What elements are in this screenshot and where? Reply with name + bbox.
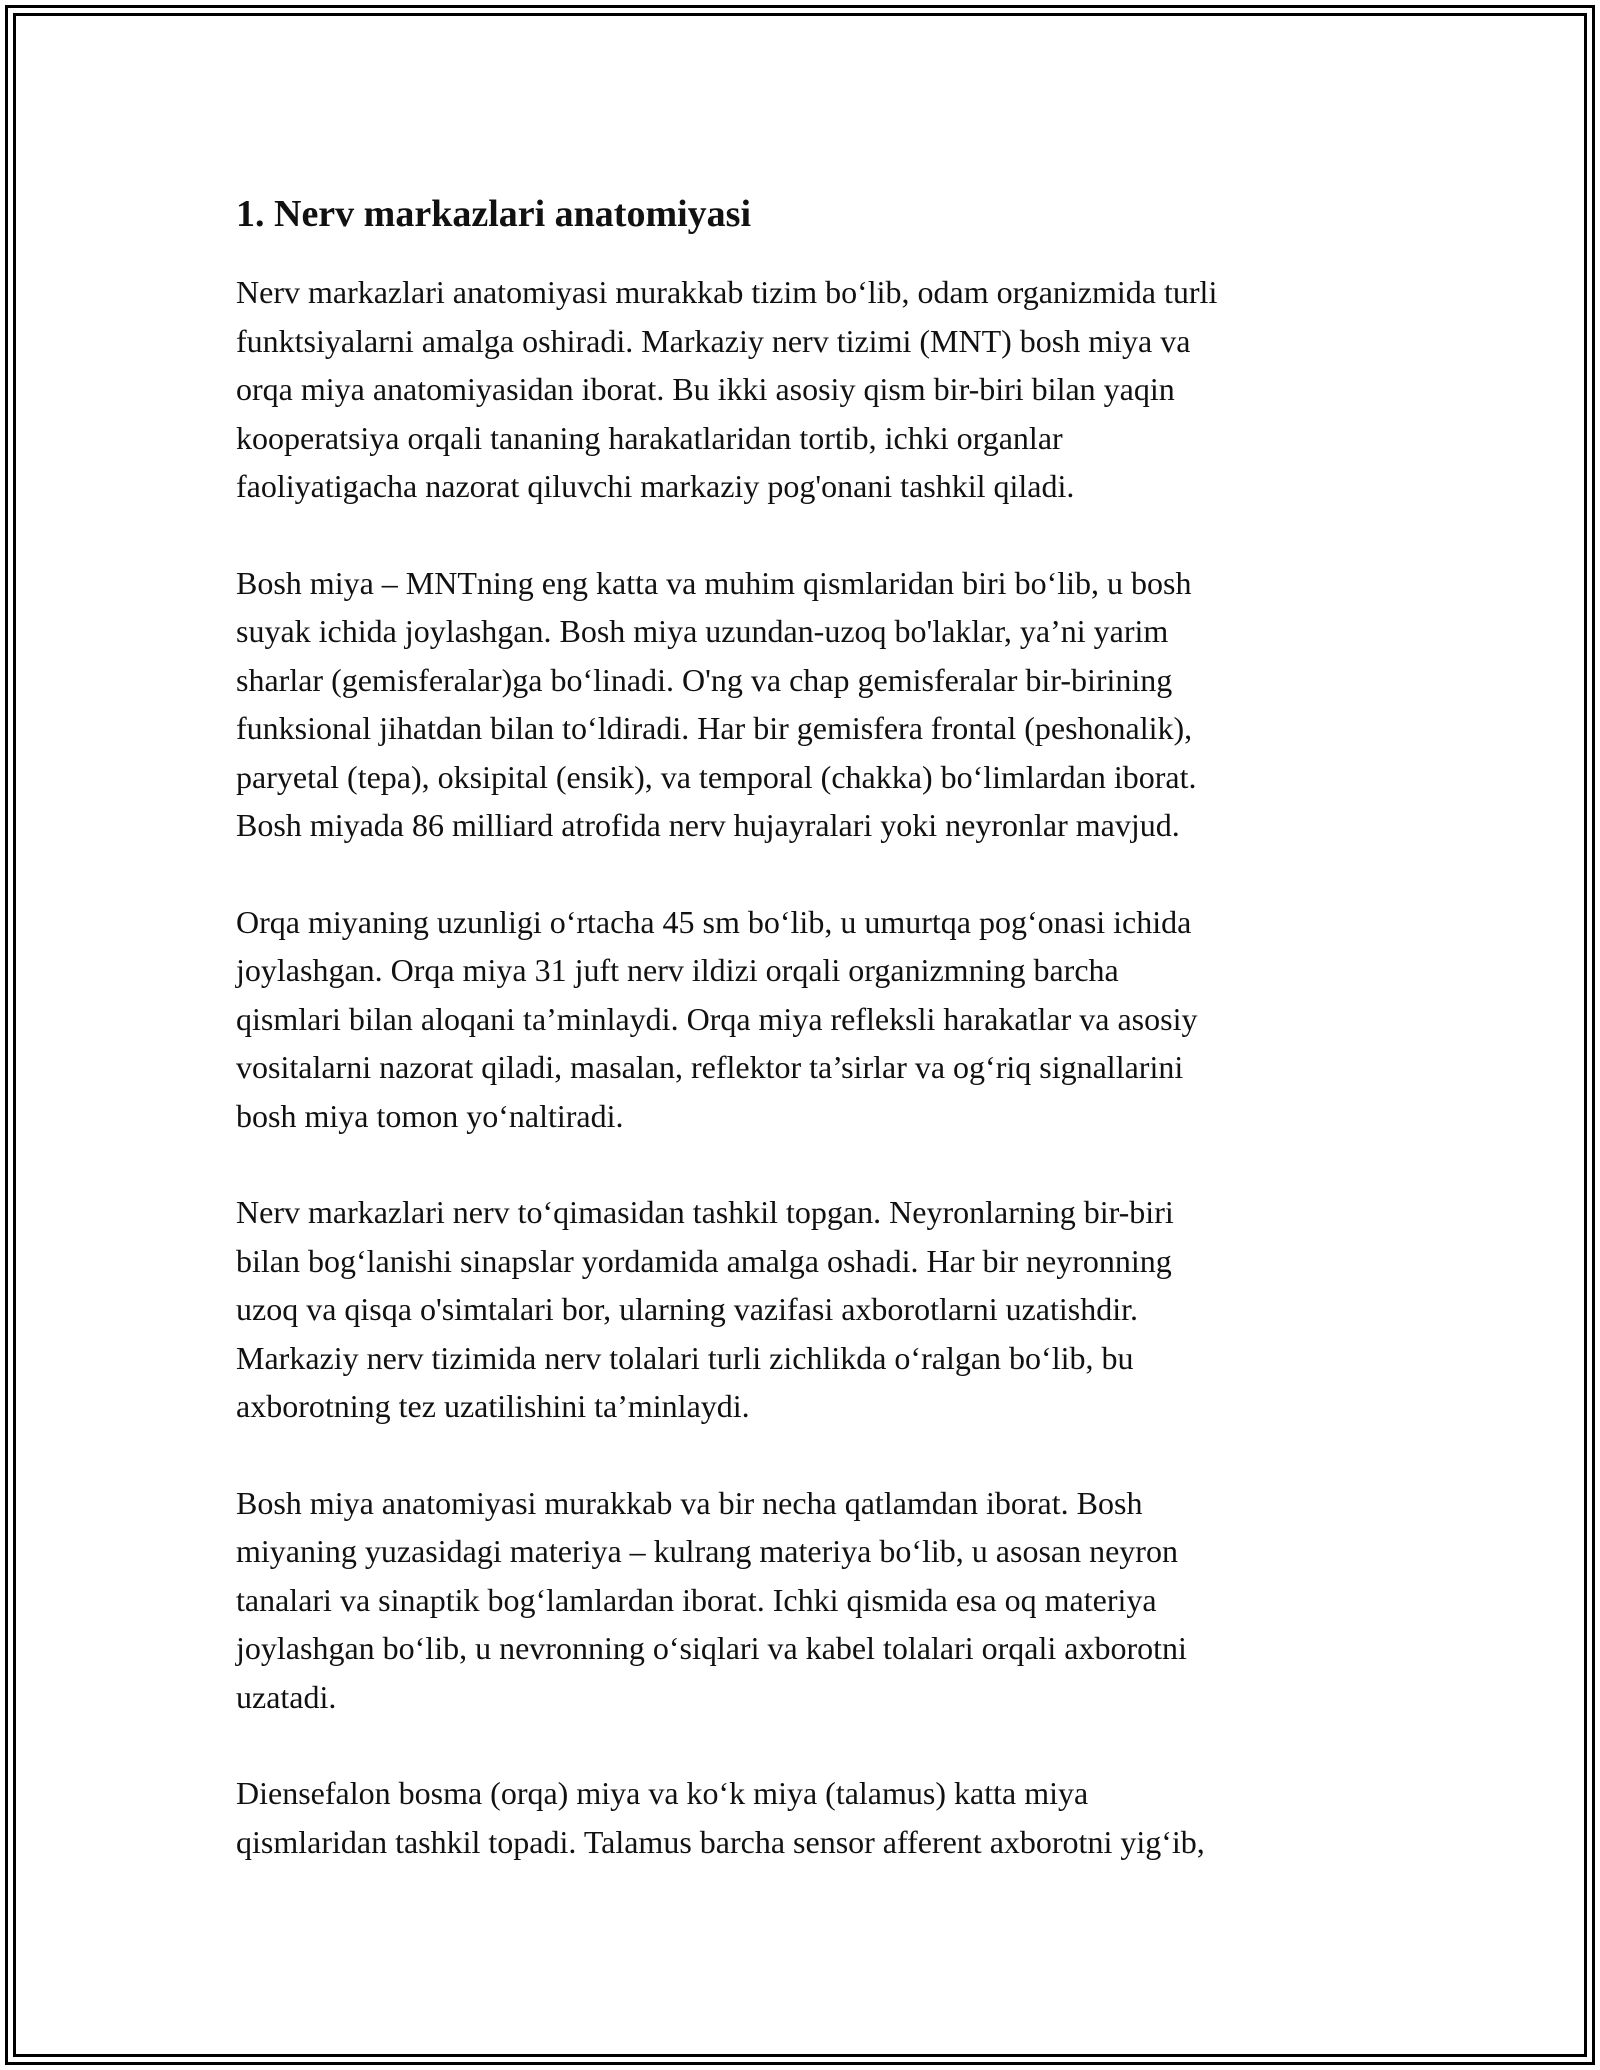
- paragraph-3: Orqa miyaning uzunligi o‘rtacha 45 sm bo‘lib, u umurtqa pog‘onasi ichida joylashgan. Orqa miya 31 juft nerv ildizi orqali organizmning barcha qismlari bilan aloqani ta’minlaydi. Orqa miya refleksli harakatlar va asosiy vositalarni nazorat qiladi, masalan, reflektor ta’sirlar va og‘riq signallarini bosh miya tomon yo‘naltiradi.: [236, 903, 1198, 1134]
- paragraph-5: Bosh miya anatomiyasi murakkab va bir necha qatlamdan iborat. Bosh miyaning yuzasidagi materiya – kulrang materiya bo‘lib, u asosan neyron tanalari va sinaptik bog‘lamlardan iborat. Ichki qismida esa oq materiya joylashgan bo‘lib, u nevronning o‘siqlari va kabel tolalari orqali axborotni uzatadi.: [236, 1484, 1187, 1715]
- paragraph-4: Nerv markazlari nerv to‘qimasidan tashkil topgan. Neyronlarning bir-biri bilan bog‘lanishi sinapslar yordamida amalga oshadi. Har bir neyronning uzoq va qisqa o'simtalari bor, ularning vazifasi axborotlarni uzatishdir. Markaziy nerv tizimida nerv tolalari turli zichlikda o‘ralgan bo‘lib, bu axborotning tez uzatilishini ta’minlaydi.: [236, 1194, 1174, 1424]
- paragraph-6: Diensefalon bosma (orqa) miya va ko‘k miya (talamus) katta miya qismlaridan tashkil topadi. Talamus barcha sensor afferent axborotni yig‘ib,: [236, 1775, 1205, 1860]
- paragraph-2: Bosh miya – MNTning eng katta va muhim qismlaridan biri bo‘lib, u bosh suyak ichida joylashgan. Bosh miya uzundan-uzoq bo'laklar, ya’ni yarim sharlar (gemisferalar)ga bo‘linadi. O'ng va chap gemisferalar bir-birining funksional jihatdan bilan to‘ldiradi. Har bir gemisfera frontal (peshonalik), paryetal (tepa), oksipital (ensik), va temporal (chakka) bo‘limlardan iborat. Bosh miyada 86 milliard atrofida nerv hujayralari yoki neyronlar mavjud.: [236, 564, 1197, 843]
- section-heading: 1. Nerv markazlari anatomiyasi: [236, 193, 752, 235]
- document-body: [236, 184, 1376, 1914]
- paragraph-1: Nerv markazlari anatomiyasi murakkab tizim bo‘lib, odam organizmida turli funktsiyalarni amalga oshiradi. Markaziy nerv tizimi (MNT) bosh miya va orqa miya anatomiyasidan iborat. Bu ikki asosiy qism bir-biri bilan yaqin kooperatsiya orqali tananing harakatlaridan tortib, ichki organlar faoliyatigacha nazorat qiluvchi markaziy pog'onani tashkil qiladi.: [236, 274, 1218, 504]
